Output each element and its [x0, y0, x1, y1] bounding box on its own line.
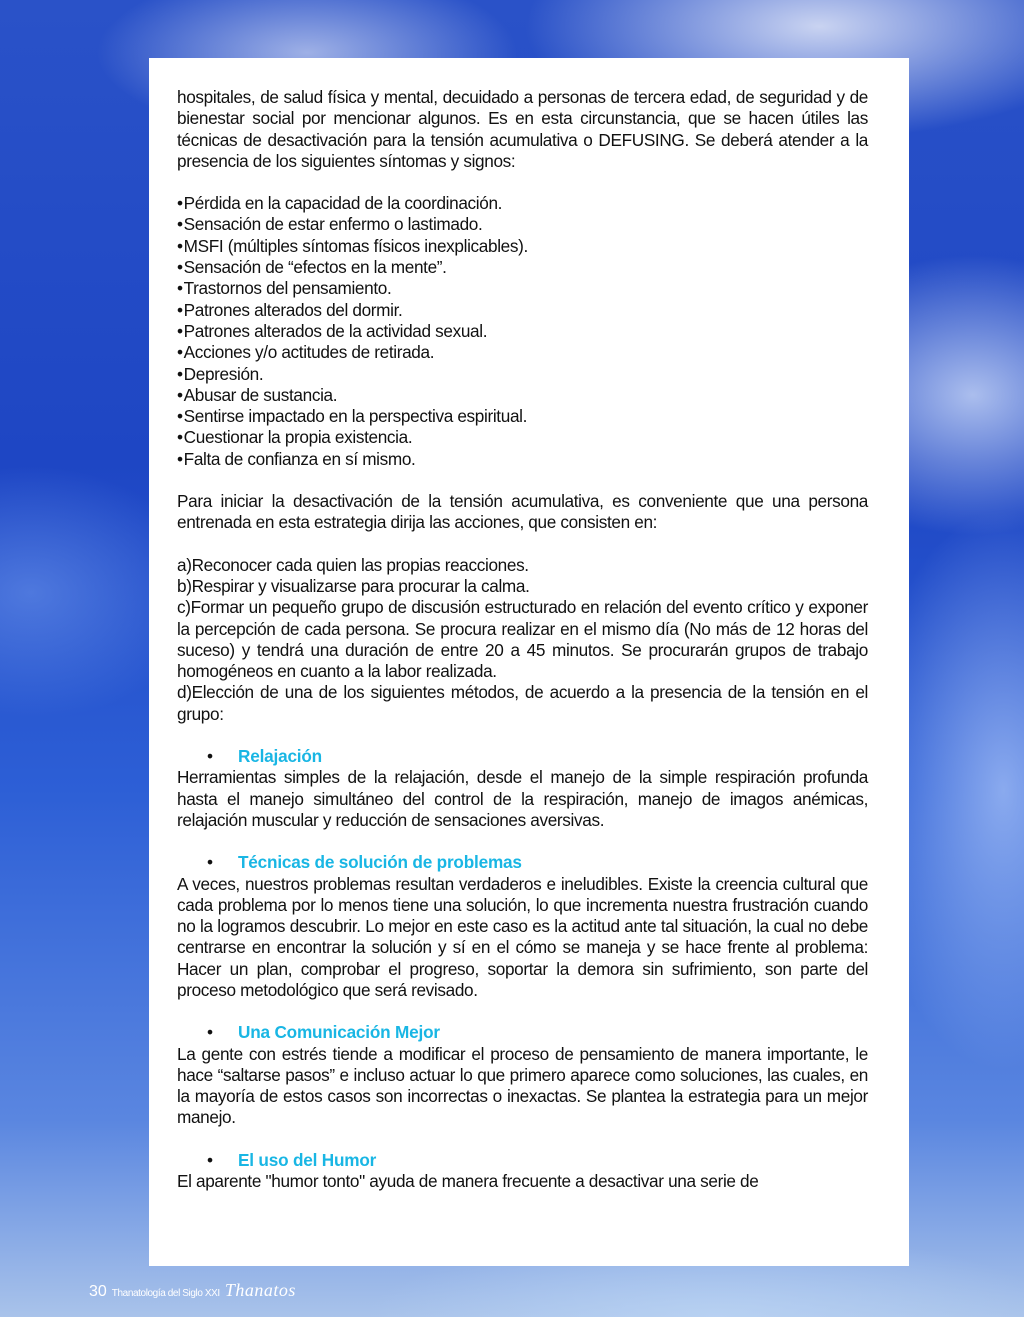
list-item: • Patrones alterados de la actividad sexual.	[177, 321, 868, 342]
section-body: El aparente "humor tonto" ayuda de manera frecuente a desactivar una serie de	[177, 1171, 759, 1192]
section-heading-label: Relajación	[238, 746, 322, 767]
list-item: a)Reconocer cada quien las propias reacciones.	[177, 554, 529, 575]
section-body: Herramientas simples de la relajación, desde el manejo de la simple respiración profunda hasta el manejo simultáneo del control de la respiración, manejo de imagos anémicas, relajación muscular y reducción de sensaciones aversivas.	[177, 767, 868, 830]
list-item: • Sensación de estar enfermo o lastimado.	[177, 214, 868, 235]
list-item: c)Formar un pequeño grupo de discusión estructurado en relación del evento crítico y exponer la percepción de cada persona. Se procura realizar en el mismo día (No más de 12 horas del suceso) y tendrá una duración de entre 20 a 45 minutos. Se procurarán grupos de trabajo homogéneos en cuanto a la labor realizada.	[177, 597, 868, 682]
section-heading-label: El uso del Humor	[238, 1149, 377, 1170]
list-item: • Falta de confianza en sí mismo.	[177, 449, 868, 470]
list-item: • Pérdida en la capacidad de la coordinación.	[177, 193, 868, 214]
list-item: b)Respirar y visualizarse para procurar la calma.	[177, 575, 530, 596]
section-heading	[177, 852, 868, 873]
intro-paragraph: hospitales, de salud física y mental, decuidado a personas de tercera edad, de seguridad y de bienestar social por mencionar algunos. Es en esta circunstancia, que se hacen útiles las técnicas de desactivación para la tensión acumulativa o DEFUSING. Se deberá atender a la presencia de los siguientes síntomas y signos:	[177, 87, 868, 171]
bullet-icon: •	[207, 1149, 213, 1170]
actions-paragraph: Para iniciar la desactivación de la tensión acumulativa, es conveniente que una persona entrenada en esta estrategia dirija las acciones, que consisten en:	[177, 491, 868, 533]
section-heading	[177, 746, 868, 767]
list-item: • Sentirse impactado en la perspectiva espiritual.	[177, 406, 868, 427]
symptom-list	[177, 193, 868, 470]
section-body: La gente con estrés tiende a modificar el proceso de pensamiento de manera importante, le hace “saltarse pasos” e incluso actuar lo que primero aparece como soluciones, las cuales, en la mayoría de estos casos son incorrectas o inexactas. Se plantea la estrategia para un mejor manejo.	[177, 1043, 868, 1128]
list-item: d)Elección de una de los siguientes métodos, de acuerdo a la presencia de la tensión en el grupo:	[177, 682, 868, 724]
brand-logo: Thanatos	[224, 1280, 296, 1300]
page-panel	[149, 58, 909, 1266]
section-heading-label: Técnicas de solución de problemas	[238, 852, 522, 873]
bullet-icon: •	[207, 1022, 213, 1043]
bullet-icon: •	[207, 746, 213, 767]
section-heading	[177, 1022, 868, 1043]
steps-list	[177, 555, 868, 725]
section-body: A veces, nuestros problemas resultan verdaderos e ineludibles. Existe la creencia cultural que cada problema por lo menos tiene una solución, lo que incrementa nuestra frustración cuando no la logramos descubrir. Lo mejor en este caso es la actitud ante tal situación, la cual no debe centrarse en encontrar la solución y sí en el cómo se maneja y se hace frente al problema: Hacer un plan, comprobar el progreso, soportar la demora sin sufrimiento, son parte del proceso metodológico que será revisado.	[177, 873, 868, 1000]
page-number: 30	[89, 1283, 107, 1300]
bullet-icon: •	[207, 852, 213, 873]
journal-name: Thanatología del Siglo XXI	[111, 1288, 220, 1299]
article-body	[177, 87, 868, 1192]
list-item: • MSFI (múltiples síntomas físicos inexplicables).	[177, 236, 868, 257]
list-item: • Abusar de sustancia.	[177, 385, 868, 406]
list-item: • Acciones y/o actitudes de retirada.	[177, 342, 868, 363]
list-item: • Depresión.	[177, 364, 868, 385]
list-item: • Cuestionar la propia existencia.	[177, 427, 868, 448]
list-item: • Patrones alterados del dormir.	[177, 300, 868, 321]
list-item: • Sensación de “efectos en la mente”.	[177, 257, 868, 278]
list-item: • Trastornos del pensamiento.	[177, 278, 868, 299]
section-heading-label: Una Comunicación Mejor	[238, 1022, 440, 1043]
section-heading	[177, 1150, 868, 1171]
page-footer	[89, 1280, 296, 1301]
